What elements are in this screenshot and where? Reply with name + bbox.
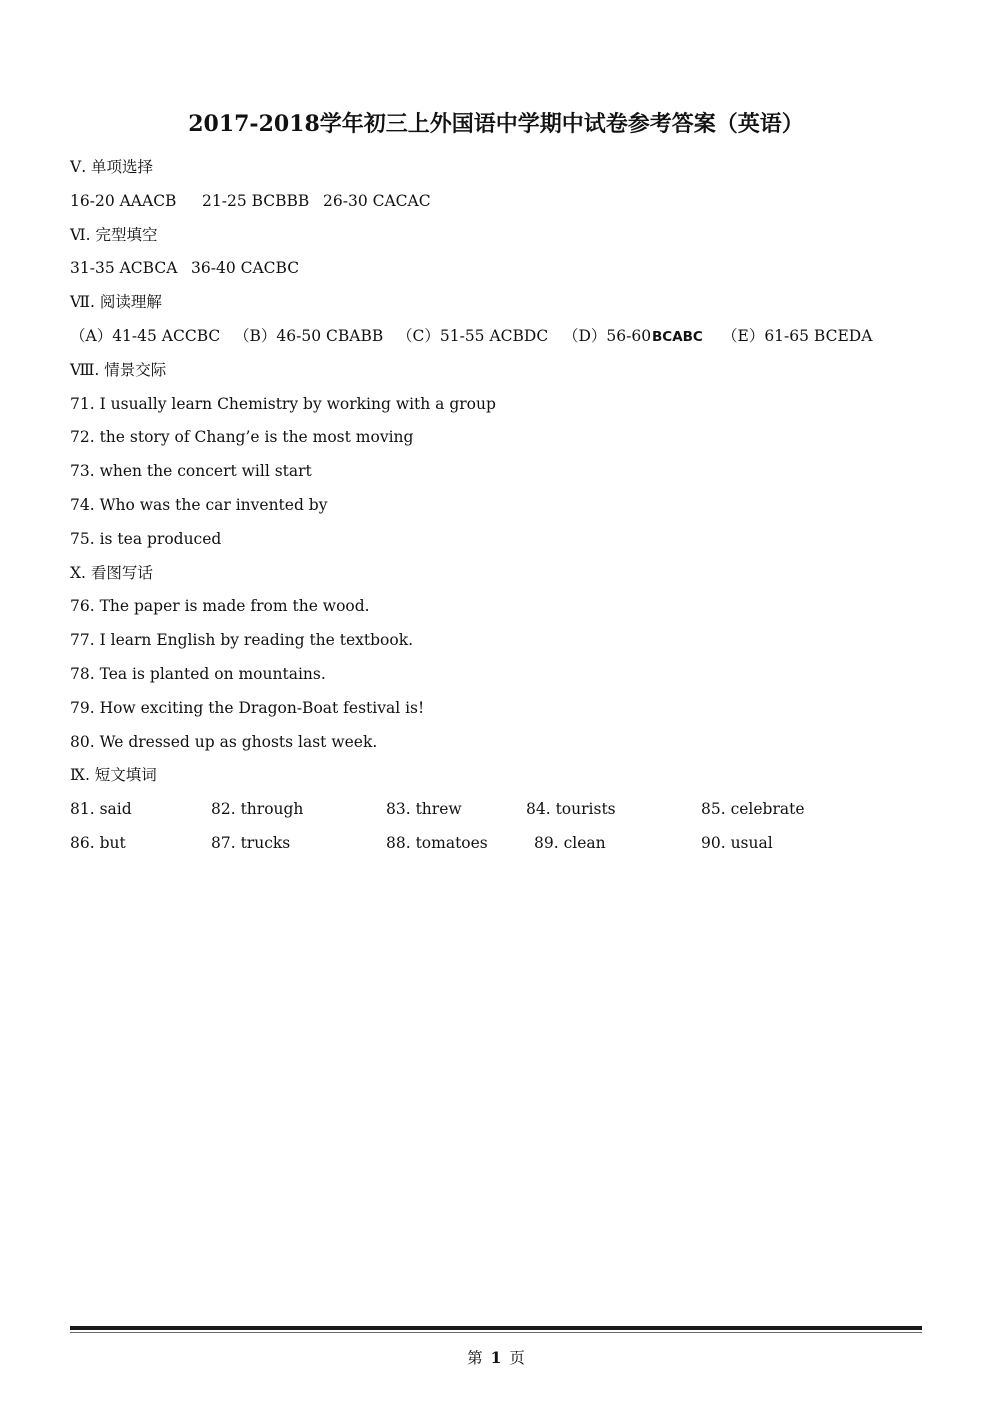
answer-group: 31-35 ACBCA	[70, 259, 178, 277]
word-fill-answer: 88. tomatoes	[386, 834, 488, 852]
answer-group: 36-40 CACBC	[191, 259, 300, 277]
answer-group: （E）61-65 BCEDA	[722, 327, 873, 345]
word-fill-answer: 82. through	[211, 800, 304, 818]
word-fill-answer: 90. usual	[701, 834, 773, 852]
answer-item: 76. The paper is made from the wood.	[70, 597, 370, 615]
answer-row-reading	[70, 325, 910, 347]
answer-item: 72. the story of Chang’e is the most moving	[70, 428, 414, 446]
word-fill-answer: 86. but	[70, 834, 126, 852]
answer-item: 75. is tea produced	[70, 530, 222, 548]
answer-item: 78. Tea is planted on mountains.	[70, 665, 326, 683]
word-fill-answer: 83. threw	[386, 800, 462, 818]
answer-item: 80. We dressed up as ghosts last week.	[70, 733, 378, 751]
section-heading-picture-writing: Ⅹ. 看图写话	[70, 564, 153, 582]
answer-group: 21-25 BCBBB	[202, 192, 310, 210]
word-fill-row	[70, 832, 850, 854]
footer-suffix: 页	[509, 1349, 525, 1367]
section-heading-reading: Ⅶ. 阅读理解	[70, 293, 162, 311]
section-heading-word-fill: Ⅸ. 短文填词	[70, 766, 157, 784]
page-title: 2017-2018学年初三上外国语中学期中试卷参考答案（英语）	[188, 111, 804, 137]
answer-group: （C）51-55 ACBDC	[397, 327, 549, 345]
word-fill-answer: 81. said	[70, 800, 132, 818]
footer-rule	[70, 1326, 922, 1330]
answer-item: 74. Who was the car invented by	[70, 496, 328, 514]
section-heading-situational: Ⅷ. 情景交际	[70, 361, 167, 379]
answer-group-bold: BCABC	[652, 329, 703, 345]
word-fill-answer: 87. trucks	[211, 834, 291, 852]
answer-group: （A）41-45 ACCBC	[70, 327, 221, 345]
word-fill-row	[70, 798, 850, 820]
answer-item: 77. I learn English by reading the textbook.	[70, 631, 414, 649]
answer-group: （B）46-50 CBABB	[234, 327, 384, 345]
section-heading-cloze: Ⅵ. 完型填空	[70, 226, 158, 244]
word-fill-answer: 89. clean	[534, 834, 606, 852]
page-number: 1	[490, 1348, 502, 1367]
footer-rule-thin	[70, 1332, 922, 1333]
answer-item: 71. I usually learn Chemistry by working with a group	[70, 395, 496, 413]
answer-group: 26-30 CACAC	[323, 192, 431, 210]
answer-group: （D）56-60	[563, 327, 652, 345]
word-fill-answer: 84. tourists	[526, 800, 616, 818]
section-heading-single-choice: Ⅴ. 单项选择	[70, 158, 154, 176]
answer-item: 73. when the concert will start	[70, 462, 312, 480]
answer-row-cloze	[70, 257, 370, 279]
answer-row-single-choice	[70, 190, 470, 212]
answer-item: 79. How exciting the Dragon-Boat festival is!	[70, 699, 425, 717]
footer-prefix: 第	[467, 1349, 483, 1367]
answer-group: 16-20 AAACB	[70, 192, 177, 210]
word-fill-answer: 85. celebrate	[701, 800, 805, 818]
page-footer	[0, 1347, 992, 1369]
